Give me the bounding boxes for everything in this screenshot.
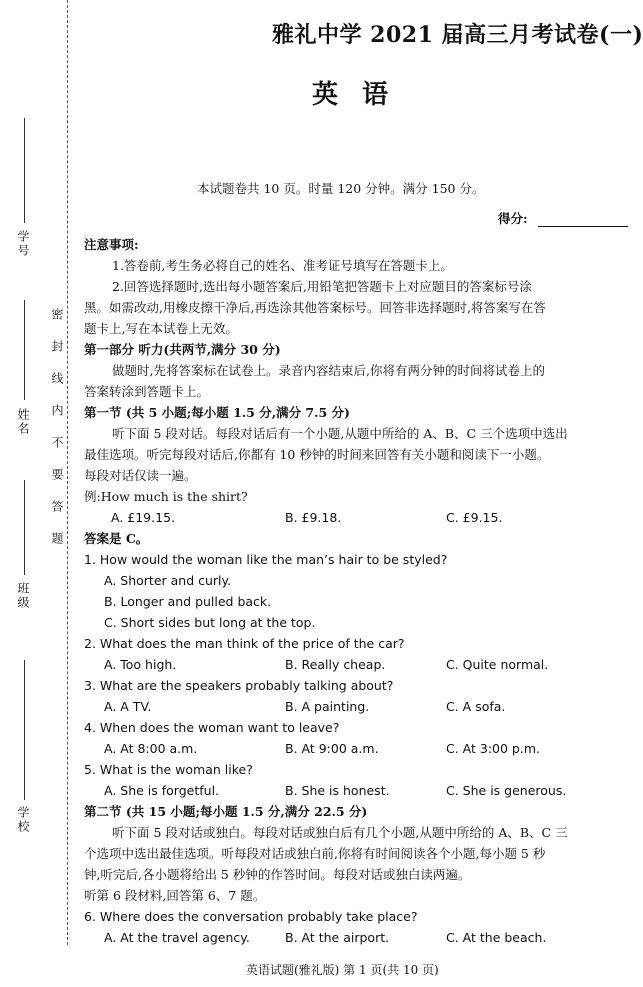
notes-item-2-end: 题卡上,写在本试卷上无效。 — [84, 321, 238, 336]
exam-title: 雅礼中学 2021 届高三月考试卷(一) — [272, 22, 643, 48]
subject-title: 英语 — [312, 80, 413, 110]
question-4-option-a: A. At 8:00 a.m. — [104, 741, 198, 756]
seal-line — [67, 0, 69, 945]
name-label: 姓名 — [16, 408, 30, 436]
question-4-option-b: B. At 9:00 a.m. — [285, 741, 379, 756]
section1-heading: 第一节 (共 5 小题;每小题 1.5 分,满分 7.5 分) — [84, 405, 350, 420]
class-blank — [24, 480, 25, 575]
question-5: 5. What is the woman like? — [84, 762, 253, 777]
question-1-option-b: B. Longer and pulled back. — [104, 594, 272, 609]
class-label: 班级 — [16, 582, 30, 610]
section2-intro-end: 钟,听完后,各小题将给出 5 秒钟的作答时间。每段对话或独白读两遍。 — [84, 867, 471, 882]
school-blank — [24, 660, 25, 800]
student-id-blank — [24, 118, 25, 223]
notes-heading: 注意事项: — [84, 237, 139, 252]
notes-item-1: 1.答卷前,考生务必将自己的姓名、准考证号填写在答题卡上。 — [112, 258, 453, 273]
question-2: 2. What does the man think of the price of the car? — [84, 636, 405, 651]
question-5-option-c: C. She is generous. — [446, 783, 567, 798]
part1-intro-cont: 答案转涂到答题卡上。 — [84, 384, 210, 399]
question-6-option-c: C. At the beach. — [446, 930, 547, 945]
question-1-option-a: A. Shorter and curly. — [104, 573, 232, 588]
question-5-option-b: B. She is honest. — [285, 783, 390, 798]
score-label: 得分: — [498, 211, 528, 226]
seal-warning: 密封线内不要答题 — [50, 308, 64, 564]
example-answer: 答案是 C。 — [84, 531, 149, 546]
exam-info: 本试题卷共 10 页。时量 120 分钟。满分 150 分。 — [197, 181, 485, 196]
question-3-option-a: A. A TV. — [104, 699, 152, 714]
question-6: 6. Where does the conversation probably take place? — [84, 909, 418, 924]
student-id-label: 学号 — [16, 230, 30, 258]
page-footer: 英语试题(雅礼版) 第 1 页(共 10 页) — [246, 963, 439, 977]
section2-intro-cont: 个选项中选出最佳选项。听每段对话或独白前,你将有时间阅读各个小题,每小题 5 秒 — [84, 846, 546, 861]
question-5-option-a: A. She is forgetful. — [104, 783, 220, 798]
question-2-option-b: B. Really cheap. — [285, 657, 386, 672]
question-3: 3. What are the speakers probably talking about? — [84, 678, 394, 693]
example-question: 例:How much is the shirt? — [84, 489, 248, 504]
question-2-option-a: A. Too high. — [104, 657, 177, 672]
material-instruction: 听第 6 段材料,回答第 6、7 题。 — [84, 888, 266, 903]
part1-intro: 做题时,先将答案标在试卷上。录音内容结束后,你将有两分钟的时间将试卷上的 — [112, 363, 545, 378]
example-option-b: B. £9.18. — [285, 510, 342, 525]
section1-intro-cont: 最佳选项。听完每段对话后,你都有 10 秒钟的时间来回答有关小题和阅读下一小题。 — [84, 447, 550, 462]
question-1-option-c: C. Short sides but long at the top. — [104, 615, 316, 630]
example-option-a: A. £19.15. — [111, 510, 175, 525]
score-blank — [538, 226, 628, 227]
example-option-c: C. £9.15. — [446, 510, 503, 525]
question-3-option-b: B. A painting. — [285, 699, 370, 714]
notes-item-2-cont: 黑。如需改动,用橡皮擦干净后,再选涂其他答案标号。回答非选择题时,将答案写在答 — [84, 300, 546, 315]
section2-heading: 第二节 (共 15 小题;每小题 1.5 分,满分 22.5 分) — [84, 804, 368, 819]
part1-heading: 第一部分 听力(共两节,满分 30 分) — [84, 342, 281, 357]
question-2-option-c: C. Quite normal. — [446, 657, 549, 672]
question-4-option-c: C. At 3:00 p.m. — [446, 741, 540, 756]
question-6-option-b: B. At the airport. — [285, 930, 390, 945]
question-3-option-c: C. A sofa. — [446, 699, 506, 714]
section2-intro: 听下面 5 段对话或独白。每段对话或独白后有几个小题,从题中所给的 A、B、C 三 — [112, 825, 568, 840]
notes-item-2: 2.回答选择题时,选出每小题答案后,用铅笔把答题卡上对应题目的答案标号涂 — [112, 279, 532, 294]
name-blank — [24, 300, 25, 400]
question-1: 1. How would the woman like the man’s hair to be styled? — [84, 552, 448, 567]
question-6-option-a: A. At the travel agency. — [104, 930, 250, 945]
section1-intro-end: 每段对话仅读一遍。 — [84, 468, 197, 483]
question-4: 4. When does the woman want to leave? — [84, 720, 340, 735]
section1-intro: 听下面 5 段对话。每段对话后有一个小题,从题中所给的 A、B、C 三个选项中选出 — [112, 426, 568, 441]
school-label: 学校 — [16, 806, 30, 834]
